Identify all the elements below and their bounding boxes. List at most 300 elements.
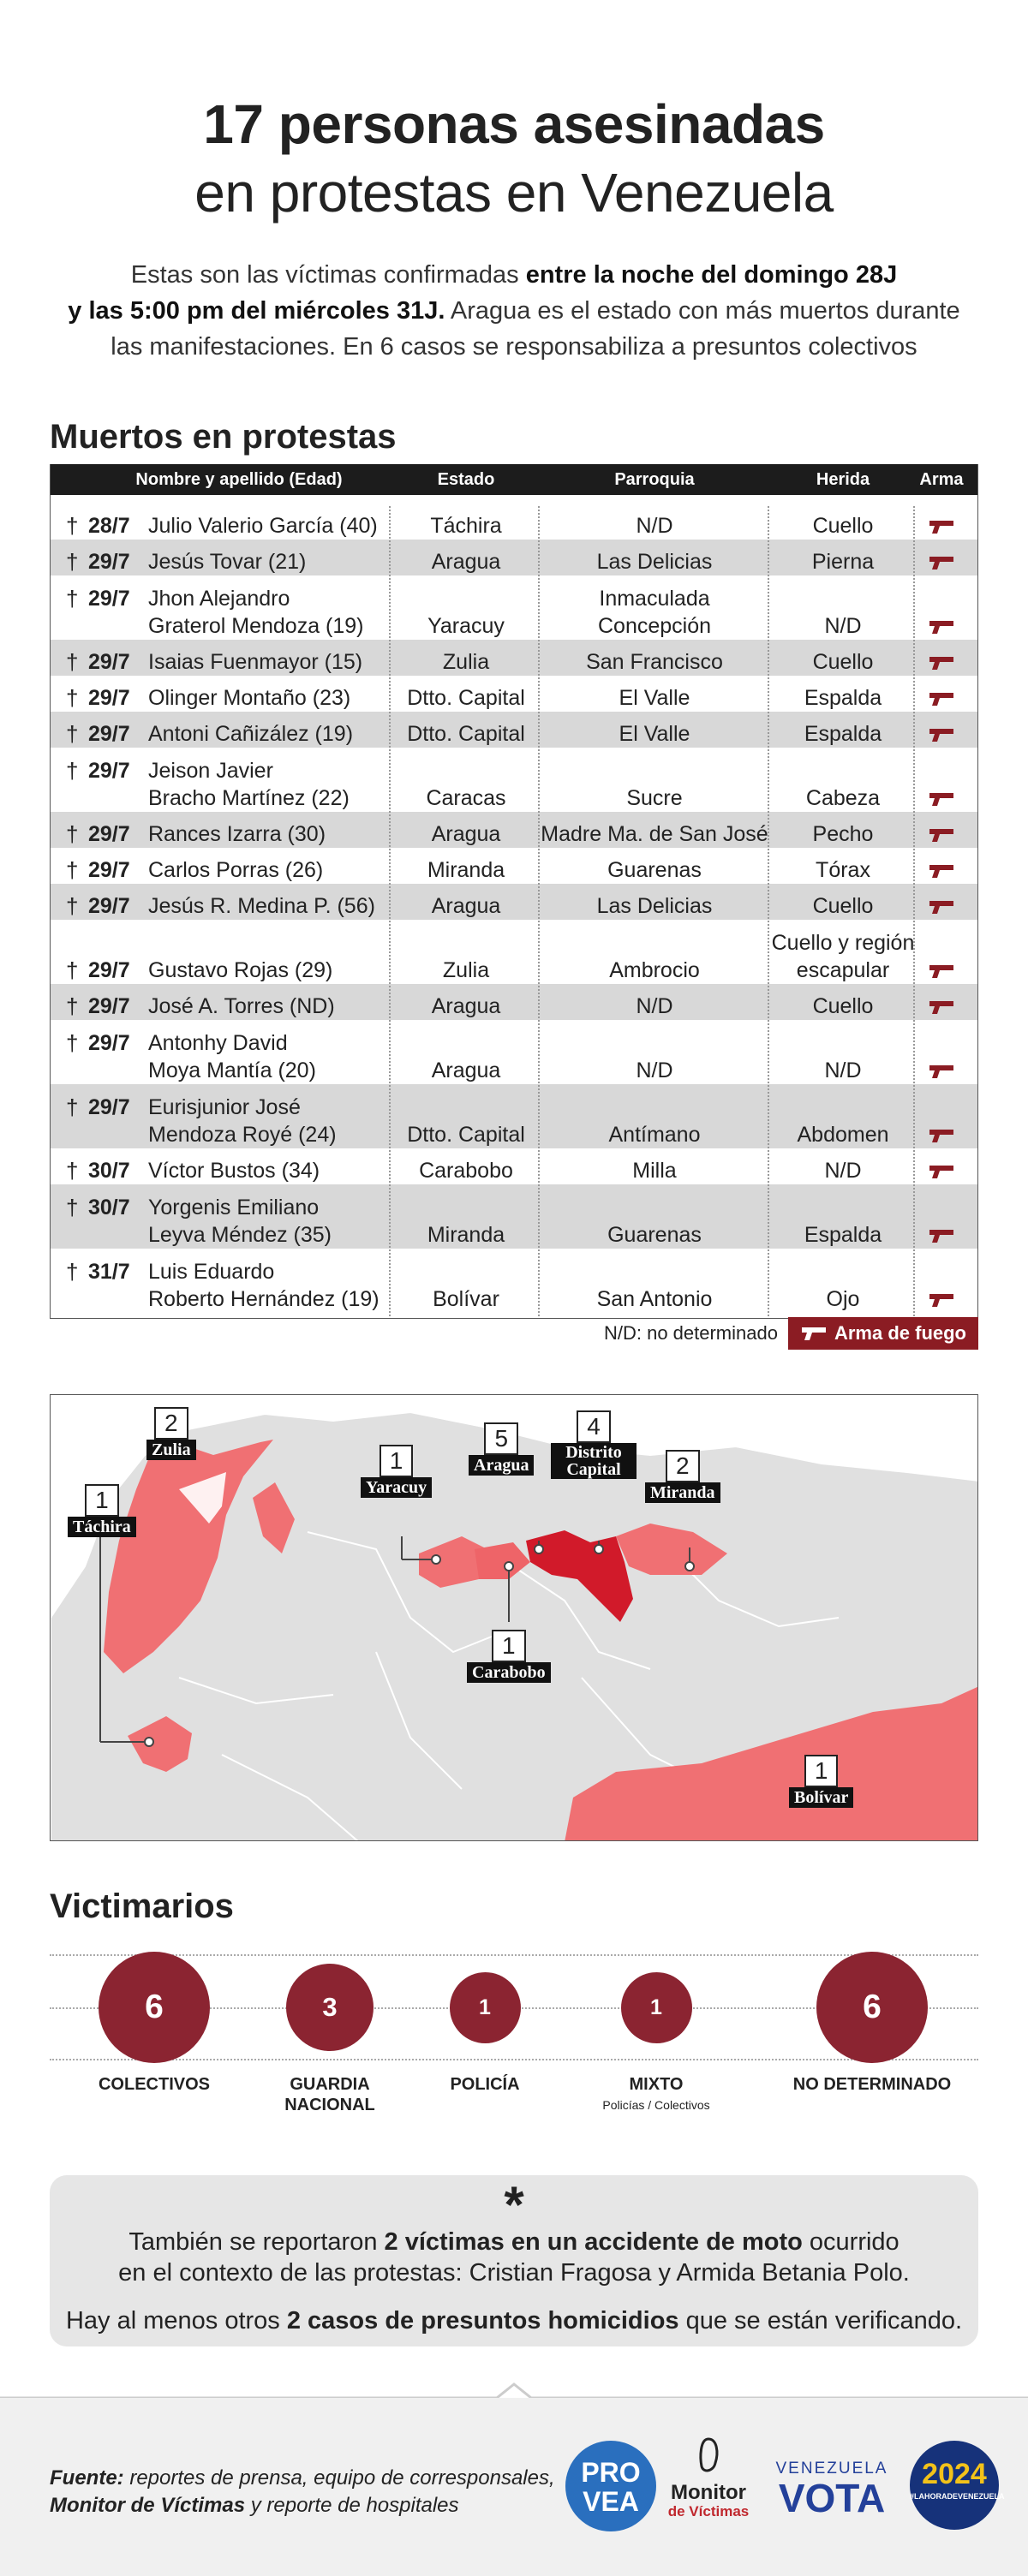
cell-parroquia-line1: N/D: [636, 514, 673, 538]
gun-icon: [928, 1163, 955, 1180]
cell-arma: [916, 820, 967, 848]
cell-arma: [916, 957, 967, 984]
cell-date: 29/7: [88, 958, 130, 982]
cell-estado: Táchira: [430, 514, 502, 538]
map-state: Bolívar: [789, 1787, 853, 1808]
cell-arma: [916, 1221, 967, 1249]
cell-date: 30/7: [88, 1196, 130, 1219]
victimario-sublabel: Policías / Colectivos: [602, 2098, 710, 2112]
main-title: 17 personas asesinadas: [203, 93, 825, 155]
intro-bold: y las 5:00 pm del miércoles 31J.: [68, 297, 445, 325]
logo-text: 2024: [922, 2458, 987, 2490]
cell-arma: [916, 1285, 967, 1313]
note-text: También se reportaron: [128, 2228, 385, 2256]
gun-icon: [928, 999, 955, 1016]
cell-date: 29/7: [88, 587, 130, 611]
map-label-miranda: [645, 1450, 720, 1503]
map-state: Aragua: [469, 1455, 534, 1476]
victimario-label: [778, 2074, 966, 2095]
victimario-circle: 3: [286, 1964, 374, 2051]
cell-estado: Miranda: [427, 858, 505, 882]
cell-parroquia: [539, 892, 770, 920]
cell-parroquia: [539, 1285, 770, 1313]
cell-herida-line2: Espalda: [804, 1223, 882, 1247]
map-state: Carabobo: [467, 1662, 551, 1683]
cell-name: [51, 1029, 393, 1084]
provea-logo: [565, 2441, 656, 2531]
cell-name-line1: Carlos Porras (26): [148, 858, 324, 882]
victimario-circle: 6: [99, 1952, 210, 2063]
note-bold: 2 víctimas en un accidente de moto: [384, 2228, 803, 2256]
cell-date: 29/7: [88, 894, 130, 918]
gun-icon: [928, 898, 955, 915]
table-row: [51, 984, 977, 1020]
logo-text: PRO: [581, 2457, 641, 2488]
cell-name: [51, 548, 393, 575]
table-row: [51, 884, 977, 920]
column-divider: [768, 506, 769, 1316]
gun-icon: [928, 618, 955, 635]
victimario-label-line1: POLICÍA: [450, 2075, 520, 2094]
cross-icon: †: [66, 549, 79, 575]
cell-parroquia-line2: Antímano: [608, 1123, 701, 1147]
cell-parroquia: [539, 1157, 770, 1184]
table-row: [51, 575, 977, 640]
cell-herida-line2: N/D: [824, 614, 862, 638]
table-row: [51, 1084, 977, 1148]
cell-estado: Carabobo: [419, 1159, 513, 1183]
cell-estado: Dtto. Capital: [407, 1123, 525, 1147]
cell-parroquia-line2: Sucre: [626, 786, 683, 810]
table-header: [51, 464, 977, 495]
cell-parroquia-line1: Inmaculada: [599, 587, 710, 611]
cell-herida: [770, 929, 916, 984]
note-text: ocurrido: [802, 2228, 900, 2256]
table-body: [51, 495, 977, 1318]
map-state: Miranda: [645, 1482, 720, 1503]
logo-text: VOTA: [778, 2476, 886, 2520]
gun-icon: [928, 1227, 955, 1244]
cell-herida-line1: Cuello: [812, 894, 874, 918]
cell-estado: Zulia: [442, 958, 490, 982]
header-herida: Herida: [816, 469, 870, 489]
victimario-label: [562, 2074, 750, 2115]
cell-herida-line1: Espalda: [804, 722, 882, 746]
cell-arma: [916, 612, 967, 640]
cell-name: [51, 957, 393, 984]
legend-firearm: [788, 1317, 978, 1350]
gun-icon: [928, 654, 955, 671]
victimario-circle: 1: [621, 1972, 692, 2043]
cell-arma: [916, 684, 967, 712]
victimario-label-line1: COLECTIVOS: [98, 2075, 210, 2094]
cell-arma: [916, 856, 967, 884]
map-count: 5: [484, 1422, 518, 1455]
cross-icon: †: [66, 1158, 79, 1184]
cell-name-line1: Olinger Montaño (23): [148, 686, 351, 710]
intro-part: Aragua es el estado con más muertos durante: [445, 297, 960, 325]
cell-name-line2: Moya Mantía (20): [148, 1058, 316, 1082]
gun-icon: [928, 1291, 955, 1309]
cell-parroquia-line1: Las Delicias: [596, 894, 713, 918]
cell-parroquia-line2: Ambrocio: [609, 958, 700, 982]
cell-estado: Caracas: [426, 786, 506, 810]
cell-name-line2: Roberto Hernández (19): [148, 1287, 380, 1311]
cell-parroquia-line1: Guarenas: [607, 858, 702, 882]
table-row: [51, 1148, 977, 1184]
cell-name-line1: Jesús R. Medina P. (56): [148, 894, 375, 918]
header-parroquia: Parroquia: [614, 469, 695, 489]
cell-date: 29/7: [88, 722, 130, 746]
cell-estado: Aragua: [431, 550, 501, 574]
cross-icon: †: [66, 1030, 79, 1056]
cell-parroquia-line1: N/D: [636, 994, 673, 1018]
cell-name-line1: Antoni Cañizález (19): [148, 722, 354, 746]
logo-text: de Víctimas: [667, 2503, 750, 2519]
venezuela-map: [50, 1394, 978, 1841]
cell-herida-line2: Abdomen: [797, 1123, 889, 1147]
cell-herida-line2: Ojo: [826, 1287, 860, 1311]
cell-herida: [770, 648, 916, 676]
cell-estado: Zulia: [442, 650, 490, 674]
table-row: [51, 676, 977, 712]
cell-arma: [916, 548, 967, 575]
cross-icon: †: [66, 857, 79, 883]
venezuela-vota-logo: [768, 2460, 896, 2518]
cell-parroquia-line1: San Francisco: [586, 650, 723, 674]
cross-icon: †: [66, 1195, 79, 1220]
cell-arma: [916, 512, 967, 540]
cell-herida: [770, 1285, 916, 1313]
cell-herida: [770, 1121, 916, 1148]
map-count: 1: [492, 1630, 526, 1662]
cell-name: [51, 1258, 393, 1313]
intro-part: las manifestaciones. En 6 casos se responsabiliza a presuntos colectivos: [111, 333, 917, 361]
cell-parroquia-line2: Concepción: [597, 614, 712, 638]
asterisk-icon: *: [504, 2176, 524, 2233]
table-legend: [604, 1317, 978, 1350]
cell-estado: Yaracuy: [427, 614, 505, 638]
cell-parroquia: [539, 993, 770, 1020]
cell-name: [51, 820, 393, 848]
cell-name-line1: José A. Torres (ND): [148, 994, 335, 1018]
map-state: Zulia: [146, 1440, 196, 1460]
map-label-zulia: [146, 1407, 196, 1460]
cell-parroquia: [539, 720, 770, 748]
cell-name-line2: Graterol Mendoza (19): [148, 614, 364, 638]
note-text: Hay al menos otros: [65, 2307, 287, 2334]
column-divider: [913, 506, 915, 1316]
cell-date: 30/7: [88, 1159, 130, 1183]
cell-name-line1: Rances Izarra (30): [148, 822, 326, 846]
cell-herida-line1: Tórax: [816, 858, 870, 882]
cell-name: [51, 684, 393, 712]
cell-parroquia-line2: Guarenas: [607, 1223, 702, 1247]
la-hora-de-venezuela-logo: [910, 2441, 1005, 2530]
table-row: [51, 920, 977, 984]
victimario-label: [60, 2074, 248, 2095]
cell-arma: [916, 1057, 967, 1084]
cell-estado: Aragua: [431, 894, 501, 918]
cell-herida: [770, 1057, 916, 1084]
cell-estado: Aragua: [431, 822, 501, 846]
cell-date: 29/7: [88, 550, 130, 574]
cell-arma: [916, 784, 967, 812]
cell-herida-line2: Cabeza: [805, 786, 881, 810]
cell-herida: [770, 993, 916, 1020]
cross-icon: †: [66, 685, 79, 711]
cell-parroquia-line1: Las Delicias: [596, 550, 713, 574]
cell-parroquia: [539, 684, 770, 712]
cell-name: [51, 720, 393, 748]
cross-icon: †: [66, 1094, 79, 1120]
cross-icon: †: [66, 586, 79, 611]
cross-icon: †: [66, 821, 79, 847]
cell-herida-line1: Pecho: [812, 822, 874, 846]
dotted-line: [50, 1954, 978, 1956]
legend-nd: N/D: no determinado: [603, 1322, 778, 1344]
logo-text: Monitor: [671, 2481, 746, 2504]
map-count: 4: [577, 1410, 611, 1443]
table-row: [51, 1184, 977, 1249]
source-bold: Monitor de Víctimas: [50, 2494, 246, 2517]
cell-name: [51, 757, 393, 812]
victimario-label-line1: GUARDIA: [290, 2075, 370, 2094]
cell-herida: [770, 720, 916, 748]
map-state: Distrito Capital: [551, 1443, 637, 1479]
cell-name-line2: Mendoza Royé (24): [148, 1123, 337, 1147]
cell-herida: [770, 820, 916, 848]
cell-herida: [770, 784, 916, 812]
cell-name: [51, 892, 393, 920]
cell-arma: [916, 892, 967, 920]
gun-icon: [928, 1127, 955, 1144]
cross-icon: †: [66, 1259, 79, 1285]
cell-date: 29/7: [88, 759, 130, 783]
cell-estado: Dtto. Capital: [407, 722, 525, 746]
header-arma: Arma: [919, 469, 964, 489]
gun-icon: [928, 518, 955, 535]
map-state: Táchira: [68, 1517, 136, 1537]
cell-name: [51, 1194, 393, 1249]
cross-icon: †: [66, 721, 79, 747]
gun-icon: [928, 963, 955, 980]
footprint-icon: [691, 2436, 726, 2478]
cell-name-line1: Jesús Tovar (21): [148, 550, 307, 574]
cell-herida: [770, 612, 916, 640]
monitor-logo: [661, 2436, 756, 2520]
cell-herida-line1: Espalda: [804, 686, 882, 710]
intro-text: [34, 257, 994, 365]
cross-icon: †: [66, 758, 79, 784]
cell-estado: Dtto. Capital: [407, 686, 525, 710]
cell-parroquia: [539, 648, 770, 676]
gun-icon: [928, 790, 955, 808]
cross-icon: †: [66, 993, 79, 1019]
cell-name: [51, 993, 393, 1020]
cross-icon: †: [66, 957, 79, 983]
cell-name-line1: Antonhy David: [148, 1031, 288, 1055]
note-line: [50, 2305, 978, 2336]
cell-date: 29/7: [88, 994, 130, 1018]
table-row: [51, 712, 977, 748]
source-label: Fuente:: [50, 2466, 124, 2490]
victimarios-title: Victimarios: [50, 1887, 234, 1925]
cell-parroquia-line1: El Valle: [619, 686, 690, 710]
cell-name: [51, 648, 393, 676]
cell-herida-line2: escapular: [796, 958, 890, 982]
cell-date: 31/7: [88, 1260, 130, 1284]
cell-herida: [770, 684, 916, 712]
cell-name-line1: Jhon Alejandro: [148, 587, 290, 611]
victimario-label-line2: NACIONAL: [284, 2096, 375, 2114]
cell-herida-line1: N/D: [824, 1159, 862, 1183]
cell-parroquia: [539, 585, 770, 640]
cell-arma: [916, 648, 967, 676]
gun-icon: [928, 826, 955, 844]
map-count: 2: [666, 1450, 700, 1482]
header-estado: Estado: [437, 469, 495, 489]
cell-parroquia-line1: El Valle: [619, 722, 690, 746]
cell-arma: [916, 720, 967, 748]
cell-name: [51, 1094, 393, 1148]
table-row: [51, 812, 977, 848]
logo-text: VENEZUELA: [775, 2460, 888, 2478]
note-line: [50, 2227, 978, 2257]
cell-date: 29/7: [88, 650, 130, 674]
cell-name-line1: Jeison Javier: [148, 759, 273, 783]
cell-name-line1: Eurisjunior José: [148, 1095, 301, 1119]
legend-firearm-label: Arma de fuego: [834, 1322, 966, 1344]
victimario-label: [391, 2074, 579, 2095]
cell-parroquia: [539, 1057, 770, 1084]
source-text: [50, 2465, 555, 2519]
cell-name-line1: Luis Eduardo: [148, 1260, 275, 1284]
main-subtitle: en protestas en Venezuela: [194, 162, 834, 224]
cell-estado: Miranda: [427, 1223, 505, 1247]
gun-icon: [928, 690, 955, 707]
intro-bold: entre la noche del domingo 28J: [525, 261, 898, 289]
gun-icon: [928, 554, 955, 571]
victimario-label-line1: NO DETERMINADO: [792, 2075, 952, 2094]
column-divider: [389, 506, 391, 1316]
map-count: 1: [380, 1445, 414, 1477]
cross-icon: †: [66, 513, 79, 539]
table-row: [51, 1020, 977, 1084]
note-box: [50, 2175, 978, 2346]
cell-herida: [770, 892, 916, 920]
cross-icon: †: [66, 649, 79, 675]
cell-date: 29/7: [88, 1095, 130, 1119]
source-part: y reporte de hospitales: [245, 2494, 459, 2517]
cell-parroquia: [539, 957, 770, 984]
gun-icon: [928, 726, 955, 743]
cell-name: [51, 1157, 393, 1184]
cell-name: [51, 512, 393, 540]
victimario-circle: 1: [450, 1972, 521, 2043]
cell-date: 29/7: [88, 822, 130, 846]
cell-herida: [770, 1157, 916, 1184]
cell-herida-line1: Cuello y región: [771, 931, 915, 955]
cell-parroquia: [539, 784, 770, 812]
gun-icon: [928, 1063, 955, 1080]
table-row: [51, 848, 977, 884]
map-count: 2: [154, 1407, 188, 1440]
cell-estado: Bolívar: [433, 1287, 499, 1311]
cell-arma: [916, 1121, 967, 1148]
cell-parroquia: [539, 548, 770, 575]
map-count: 1: [804, 1755, 839, 1787]
cell-herida-line2: N/D: [824, 1058, 862, 1082]
map-label-bolivar: [789, 1755, 853, 1808]
cell-date: 28/7: [88, 514, 130, 538]
cell-estado: Aragua: [431, 994, 501, 1018]
footer: [0, 2398, 1028, 2576]
cross-icon: †: [66, 893, 79, 919]
table-row: [51, 1249, 977, 1313]
map-label-carabobo: [467, 1630, 551, 1683]
table-title: Muertos en protestas: [50, 418, 397, 456]
map-label-distrito-capital: [551, 1410, 637, 1479]
cell-date: 29/7: [88, 686, 130, 710]
cell-herida: [770, 512, 916, 540]
gun-icon: [928, 862, 955, 880]
table-row: [51, 540, 977, 575]
gun-icon: [800, 1325, 828, 1342]
cell-herida: [770, 856, 916, 884]
cell-name-line2: Bracho Martínez (22): [148, 786, 350, 810]
map-label-tachira: [68, 1484, 136, 1537]
table-row: [51, 504, 977, 540]
cell-name-line1: Julio Valerio García (40): [148, 514, 378, 538]
cell-name: [51, 585, 393, 640]
cell-parroquia: [539, 1221, 770, 1249]
cell-parroquia: [539, 1121, 770, 1148]
header-name: Nombre y apellido (Edad): [135, 469, 343, 489]
cell-name-line1: Isaias Fuenmayor (15): [148, 650, 363, 674]
victims-table: [50, 464, 978, 1319]
cell-name-line2: Leyva Méndez (35): [148, 1223, 332, 1247]
cell-name-line1: Yorgenis Emiliano: [148, 1196, 320, 1219]
cell-arma: [916, 1157, 967, 1184]
logo-text: VEA: [583, 2486, 639, 2517]
cell-parroquia: [539, 820, 770, 848]
cell-parroquia-line1: Milla: [632, 1159, 677, 1183]
note-bold: 2 casos de presuntos homicidios: [286, 2307, 679, 2334]
cell-herida-line1: Cuello: [812, 514, 874, 538]
map-state: Yaracuy: [361, 1477, 432, 1498]
map-label-aragua: [469, 1422, 534, 1476]
cell-herida-line1: Cuello: [812, 994, 874, 1018]
cell-parroquia-line1: Madre Ma. de San José: [541, 822, 768, 846]
footer-divider: [0, 2382, 1028, 2400]
cell-parroquia: [539, 512, 770, 540]
intro-part: Estas son las víctimas confirmadas: [130, 261, 526, 289]
cell-date: 29/7: [88, 1031, 130, 1055]
cell-herida-line1: Cuello: [812, 650, 874, 674]
map-label-yaracuy: [361, 1445, 432, 1498]
column-divider: [538, 506, 540, 1316]
cell-herida: [770, 1221, 916, 1249]
cell-parroquia-line2: N/D: [636, 1058, 673, 1082]
table-row: [51, 748, 977, 812]
cell-herida-line1: Pierna: [811, 550, 875, 574]
table-row: [51, 640, 977, 676]
logo-text: #LAHORADEVENEZUELA: [910, 2492, 1005, 2501]
cell-parroquia-line2: San Antonio: [596, 1287, 713, 1311]
map-count: 1: [85, 1484, 119, 1517]
cell-arma: [916, 993, 967, 1020]
